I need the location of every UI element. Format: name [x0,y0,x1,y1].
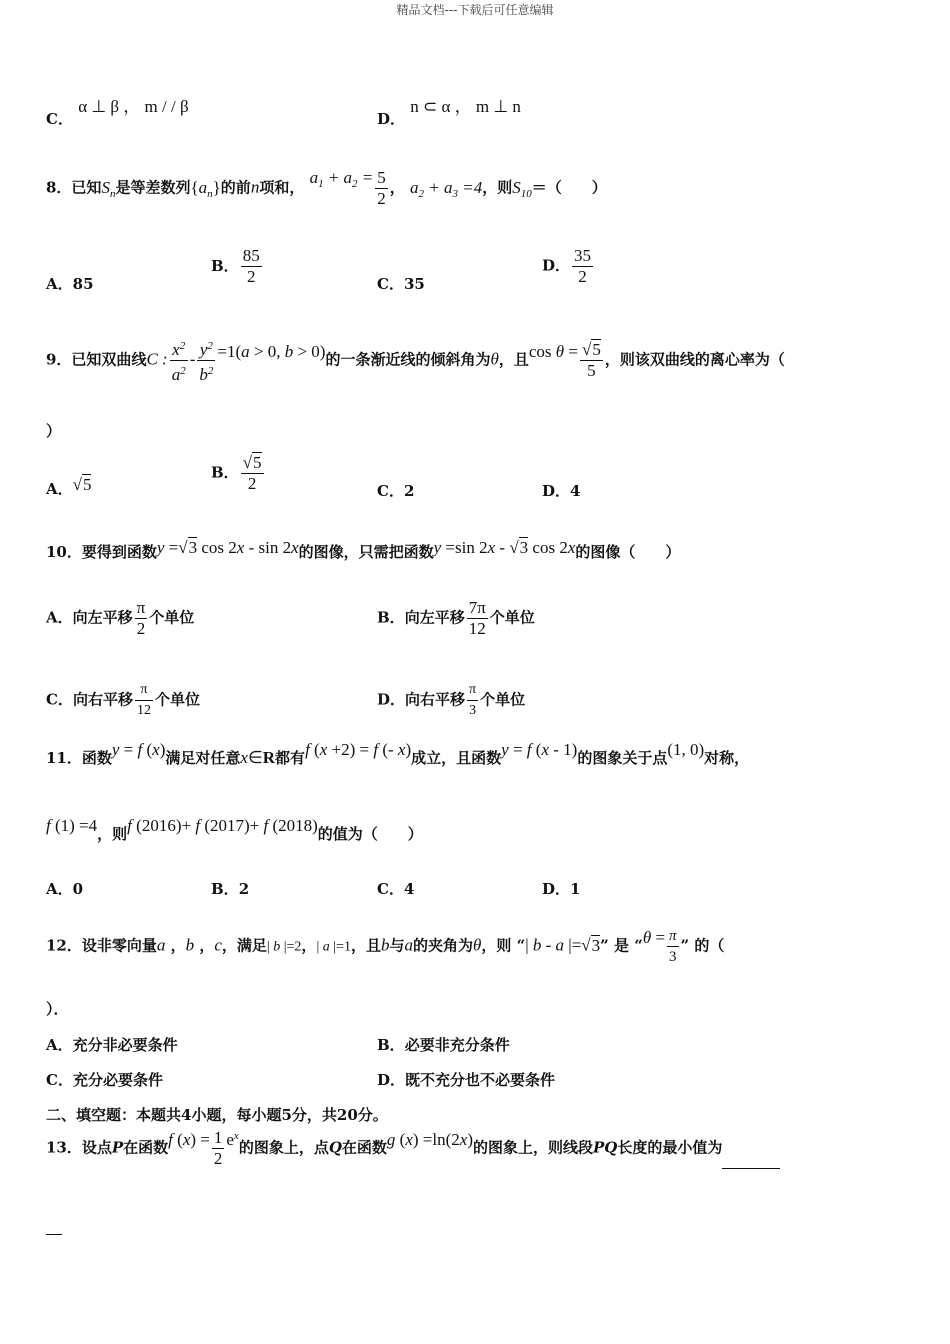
q7-option-c-expr: α ⊥ β ， m / / β [78,97,189,116]
q11-option-b[interactable]: B．2 [211,880,250,898]
q7-option-d[interactable]: D． n ⊂ α ， m ⊥ n [377,97,521,128]
q8-option-d[interactable]: D． $\frac{35}{2}$ [542,246,592,286]
question-12: 12．设非零向量a ，b ，c，满足| b |=2，| a |=1，且b与a的夹角为θ，则 “| b - a |=√3” 是 “θ = $\frac{\pi}{3}$ ” 的（ [46,927,725,965]
q10-option-a[interactable]: A．向左平移 $\frac{\pi}{2}$ 个单位 [46,598,195,638]
q10-option-c[interactable]: C．向右平移 $\frac{\pi}{12}$ 个单位 [46,682,200,718]
q12-option-d[interactable]: D．既不充分也不必要条件 [377,1071,556,1089]
q7-option-c[interactable]: C． α ⊥ β ， m / / β [46,97,189,128]
q9-option-a[interactable]: A．√5 [46,475,92,498]
q10-option-d[interactable]: D．向右平移 $\frac{\pi}{3}$ 个单位 [377,682,526,718]
question-11-cont: f (1) =4，则f (2016)+ f (2017)+ f (2018)的值为（ ） [46,816,423,843]
q11-option-a[interactable]: A．0 [46,880,84,898]
q10-option-b[interactable]: B．向左平移 $\frac{7\pi}{12}$ 个单位 [377,598,535,638]
q12-option-a[interactable]: A．充分非必要条件 [46,1036,178,1054]
question-12-cont: ）． [46,1000,69,1018]
q11-option-d[interactable]: D．1 [542,880,581,898]
question-9: 9．已知双曲线C : $\frac{x^2}{a^2}$ - $\frac{y^2}{b^2}$ =1(a > 0, b > 0)的一条渐近线的倾斜角为θ，且cos θ = $\frac{√5}{5}$ ，则该双曲线的离心率为（ [46,336,785,385]
q8-option-c[interactable]: C．35 [377,275,425,293]
q13-answer-blank[interactable] [722,1154,780,1169]
q12-option-c[interactable]: C．充分必要条件 [46,1071,163,1089]
question-9-cont: ） [46,422,62,440]
question-13: 13．设点P在函数f (x) = $\frac{1}{2}$ $e^x$的图象上，点Q在函数g (x) =ln(2x)的图象上，则线段PQ长度的最小值为 [46,1128,780,1169]
q8-option-a[interactable]: A．85 [46,275,94,293]
q8-option-b[interactable]: B． $\frac{85}{2}$ [211,246,260,286]
q13-answer-blank-cont[interactable] [46,1224,62,1235]
question-11: 11．函数y = f (x)满足对任意x∈R都有f (x +2) = f (- x)成立，且函数y = f (x - 1)的图象关于点(1, 0)对称， [46,740,750,767]
q12-option-b[interactable]: B．必要非充分条件 [377,1036,510,1054]
page-header: 精品文档---下载后可任意编辑 [396,3,554,17]
question-10: 10．要得到函数y =√3 cos 2x - sin 2x的图像，只需把函数y =sin 2x - √3 cos 2x的图像（ ） [46,538,681,561]
q11-option-c[interactable]: C．4 [377,880,415,898]
question-8: 8．已知$S_n$是等差数列$\{a_n\}$的前n项和， $a_1 + a_2$ = $\frac{5}{2}$ ， $a_2 + a_3 =4$，则$S_{10}=$（ ） [46,167,607,208]
section-2-heading: 二、填空题：本题共4小题，每小题5分，共20分。 [46,1106,388,1124]
q9-option-b[interactable]: B． $\frac{√5}{2}$ [211,453,262,493]
q9-option-d[interactable]: D．4 [542,482,581,500]
q7-option-d-expr: n ⊂ α ， m ⊥ n [410,97,521,116]
q9-option-c[interactable]: C．2 [377,482,415,500]
